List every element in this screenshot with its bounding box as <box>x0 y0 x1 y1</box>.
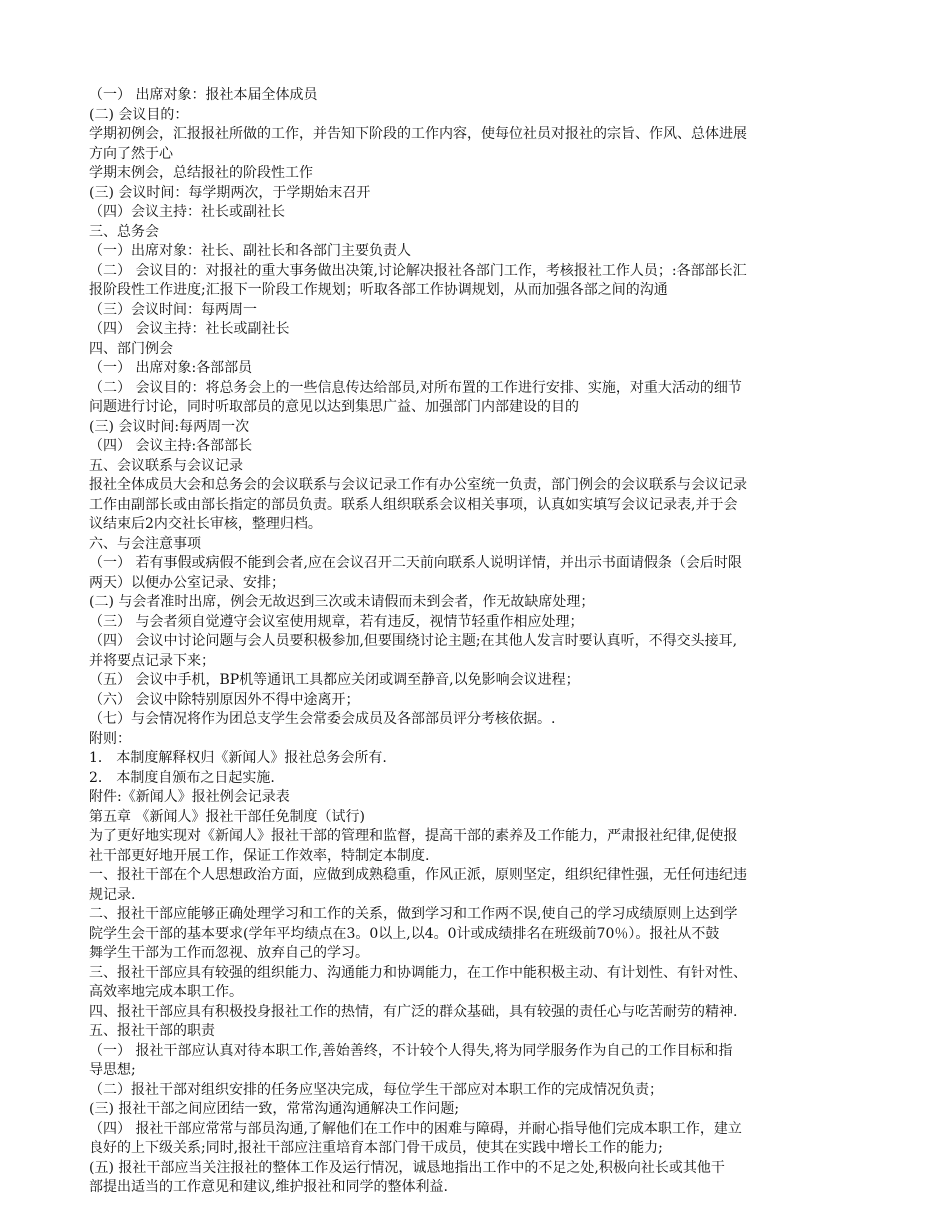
text-line: 四、报社干部应具有积极投身报社工作的热情，有广泛的群众基础，具有较强的责任心与吃苦耐劳的精神. <box>89 1003 738 1020</box>
text-line: 二、报社干部应能够正确处理学习和工作的关系，做到学习和工作两不误,使自己的学习成绩原则上达到学 <box>89 906 738 922</box>
text-line: 良好的上下级关系;同时,报社干部应注重培育本部门骨干成员，使其在实践中增长工作的能力; <box>89 1140 663 1156</box>
text-line: (二) 会议目的： <box>89 106 189 123</box>
text-line: （四） 会议主持:各部部长 <box>89 438 253 454</box>
text-line: 舞学生干部为工作而忽视、放弃自己的学习。 <box>89 945 369 961</box>
text-line: 规记录. <box>89 886 136 903</box>
text-line: （五） 会议中手机，BP机等通讯工具都应关闭或调至静音,以免影响会议进程； <box>89 672 580 688</box>
text-line: (三) 会议时间:每两周一次 <box>89 418 250 435</box>
text-line: （六） 会议中除特别原因外不得中途离开； <box>89 691 360 708</box>
text-line: (三) 会议时间：每学期两次，于学期始末召开 <box>89 184 371 201</box>
text-line: 学期初例会，汇报报社所做的工作，并告知下阶段的工作内容，使每位社员对报社的宗旨、作风、总体进展 <box>89 126 747 142</box>
text-line: 三、总务会 <box>89 223 159 240</box>
text-line: 工作由副部长或由部长指定的部员负责。联系人组织联系会议相关事项，认真如实填写会议记录表,并于会 <box>89 496 738 513</box>
text-line: 附则： <box>89 730 131 747</box>
text-line: 一、报社干部在个人思想政治方面，应做到成熟稳重，作风正派，原则坚定，组织纪律性强，无任何违纪违 <box>89 867 747 883</box>
text-line: （二） 会议目的：对报社的重大事务做出决策,讨论解决报社各部门工作，考核报社工作人员；:各部部长汇 <box>89 262 747 279</box>
text-line: 两天）以便办公室记录、安排； <box>89 574 285 591</box>
text-line: 社干部更好地开展工作，保证工作效率，特制定本制度. <box>89 847 430 864</box>
text-line: 四、部门例会 <box>89 340 173 357</box>
text-line: 为了更好地实现对《新闻人》报社干部的管理和监督，提高干部的素养及工作能力，严肃报社纪律,促使报 <box>89 828 738 844</box>
text-line: 1． 本制度解释权归《新闻人》报社总务会所有. <box>89 750 387 766</box>
text-line: （二） 会议目的：将总务会上的一些信息传达给部员,对所布置的工作进行安排、实施，对重大活动的细节 <box>89 379 742 396</box>
text-line: （一）出席对象：社长、副社长和各部门主要负责人 <box>89 243 411 259</box>
text-line: 三、报社干部应具有较强的组织能力、沟通能力和协调能力，在工作中能积极主动、有计划性、有针对性、 <box>89 964 747 981</box>
text-line: 高效率地完成本职工作。 <box>89 984 243 1000</box>
text-line: （一） 出席对象:各部部员 <box>89 360 253 376</box>
text-line: 导思想; <box>89 1062 136 1078</box>
text-line: （一） 若有事假或病假不能到会者,应在会议召开二天前向联系人说明详情，并出示书面请假条（会后时限 <box>89 555 742 571</box>
text-line: 部提出适当的工作意见和建议,维护报社和同学的整体利益. <box>89 1179 448 1195</box>
text-line: （一） 报社干部应认真对待本职工作,善始善终，不计较个人得失,将为同学服务作为自己的工作目标和指 <box>89 1042 733 1059</box>
text-line: (三) 报社干部之间应团结一致，常常沟通沟通解决工作问题; <box>89 1101 460 1117</box>
text-line: （四） 会议中讨论问题与会人员要积极参加,但要围绕讨论主题;在其他人发言时要认真听，不得交头接耳, <box>89 633 738 649</box>
document-body <box>89 86 869 1198</box>
text-line: 问题进行讨论，同时听取部员的意见以达到集思广益、加强部门内部建设的目的 <box>89 399 579 415</box>
text-line: （二）报社干部对组织安排的任务应坚决完成，每位学生干部应对本职工作的完成情况负责； <box>89 1081 663 1098</box>
text-line: （三） 与会者须自觉遵守会议室使用规章，若有违反，视情节轻重作相应处理； <box>89 613 584 630</box>
text-line: （一） 出席对象：报社本届全体成员 <box>89 87 318 103</box>
text-line: 五、会议联系与会议记录 <box>89 457 243 474</box>
text-line: 方向了然于心 <box>89 145 173 162</box>
text-line: (五) 报社干部应当关注报社的整体工作及运行情况，诚恳地指出工作中的不足之处,积极向社长或其他干 <box>89 1159 725 1176</box>
text-line: （三）会议时间：每两周一 <box>89 301 257 318</box>
text-line: 学期末例会，总结报社的阶段性工作 <box>89 165 313 181</box>
text-line: (二) 与会者准时出席，例会无故迟到三次或未请假而未到会者，作无故缺席处理； <box>89 594 595 610</box>
text-line: 五、报社干部的职责 <box>89 1023 215 1039</box>
text-line: 第五章 《新闻人》报社干部任免制度（试行) <box>89 808 365 825</box>
text-line: 议结束后2内交社长审核，整理归档。 <box>89 516 322 532</box>
text-line: （四） 报社干部应常常与部员沟通,了解他们在工作中的困难与障碍，并耐心指导他们完成本职工作，建立 <box>89 1120 742 1137</box>
text-line: （四）会议主持：社长或副社长 <box>89 204 285 220</box>
text-line: 六、与会注意事项 <box>89 535 201 552</box>
text-line: 附件:《新闻人》报社例会记录表 <box>89 789 290 805</box>
text-line: 2． 本制度自颁布之日起实施. <box>89 769 275 786</box>
text-line: （四） 会议主持：社长或副社长 <box>89 321 290 337</box>
text-line: 并将要点记录下来； <box>89 652 215 669</box>
text-line: 报阶段性工作进度;汇报下一阶段工作规划；听取各部工作协调规划，从而加强各部之间的沟通 <box>89 282 668 298</box>
text-line: 报社全体成员大会和总务会的会议联系与会议记录工作有办公室统一负责，部门例会的会议联系与会议记录 <box>89 477 747 493</box>
text-line: （七）与会情况将作为团总支学生会常委会成员及各部部员评分考核依据。. <box>89 711 556 727</box>
text-line: 院学生会干部的基本要求(学年平均绩点在3。0以上,以4。0计或成绩排名在班级前70％）。报社从不鼓 <box>89 925 720 942</box>
